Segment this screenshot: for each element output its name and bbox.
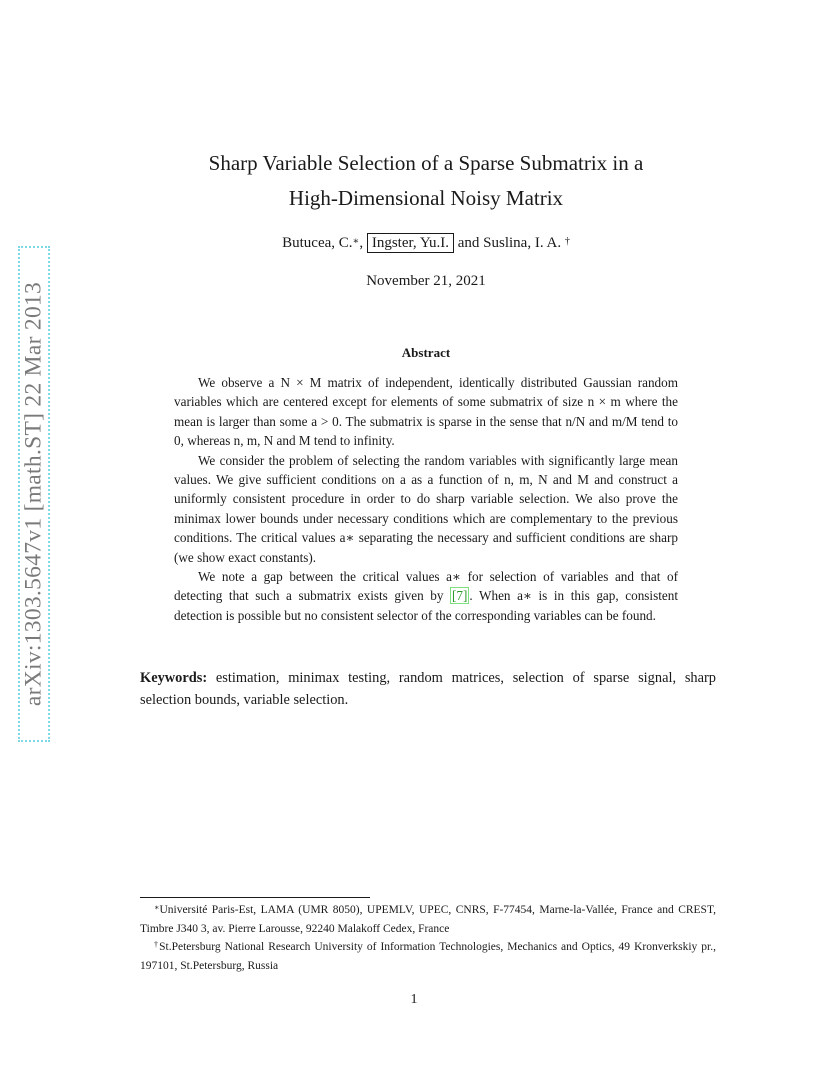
footnote-1-text: Université Paris-Est, LAMA (UMR 8050), UPEMLV, UPEC, CNRS, F-77454, Marne-la-Vallée, France and CREST, Timbre J340 3, av. Pierre Larousse, 92240 Malakoff Cedex, France: [140, 904, 716, 935]
abstract-paragraph-2: We consider the problem of selecting the random variables with significantly large mean values. We give sufficient conditions on a as a function of n, m, N and M and construct a uniformly consistent procedure in order to do sharp variable selection. We also prove the minimax lower bounds under necessary conditions which are complementary to the previous conditions. The critical values a∗ separating the necessary and sufficient conditions are sharp (we show exact constants).: [174, 452, 678, 565]
keywords-label: Keywords:: [140, 670, 208, 686]
author-list: Butucea, C.∗, Ingster, Yu.I. and Suslina, I. A. †: [282, 235, 570, 251]
author-butucea: Butucea, C.: [282, 235, 353, 251]
author-butucea-footnote-mark[interactable]: ∗: [352, 236, 360, 247]
footnote-2-mark: †: [154, 940, 160, 949]
abstract-paragraph-1: We observe a N × M matrix of independent, identically distributed Gaussian random variables which are centered except for elements of some submatrix of size n × m where the mean is larger than some a > 0. The submatrix is sparse in the sense that n/N and m/M tend to 0, whereas n, m, N and M tend to infinity.: [174, 375, 678, 449]
author-suslina-footnote-mark[interactable]: †: [564, 236, 570, 247]
footnote-rule: [140, 897, 370, 898]
arxiv-identifier-stamp[interactable]: [18, 246, 50, 742]
abstract-body: [174, 373, 678, 625]
footnotes: [140, 901, 716, 975]
title-line-2: High-Dimensional Noisy Matrix: [288, 186, 564, 210]
footnote-1-mark: ∗: [154, 903, 160, 912]
abstract-p3-after: . When a∗ is in this gap, consistent detection is possible but no consistent selector of the corresponding variables can be found.: [174, 588, 678, 623]
author-connector: and: [457, 235, 480, 251]
abstract-p3-before: We note a gap between the critical values a∗ for selection of variables and that of detecting that such a submatrix exists given by: [174, 569, 678, 604]
author-suslina: Suslina, I. A.: [483, 235, 562, 251]
abstract-heading: Abstract: [401, 345, 451, 360]
title-line-1: Sharp Variable Selection of a Sparse Submatrix in a: [208, 151, 644, 175]
footnote-2-text: St.Petersburg National Research University of Information Technologies, Mechanics and Optics, 49 Kronverkskiy pr., 197101, St.Petersburg, Russia: [140, 941, 717, 972]
citation-link[interactable]: [7]: [452, 588, 468, 604]
footnote-1: [140, 901, 716, 938]
arxiv-identifier-text: arXiv:1303.5647v1 [math.ST] 22 Mar 2013: [20, 281, 47, 707]
abstract-paragraph-3: [174, 567, 678, 625]
keywords-text: estimation, minimax testing, random matrices, selection of sparse signal, sharp selection bounds, variable selection.: [140, 670, 716, 708]
page-number: 1: [410, 992, 418, 1007]
keywords: [140, 667, 716, 711]
paper-title: [110, 146, 742, 216]
footnote-2: [140, 938, 716, 975]
author-ingster: Ingster, Yu.I.: [367, 233, 454, 253]
paper-date: November 21, 2021: [366, 273, 486, 289]
